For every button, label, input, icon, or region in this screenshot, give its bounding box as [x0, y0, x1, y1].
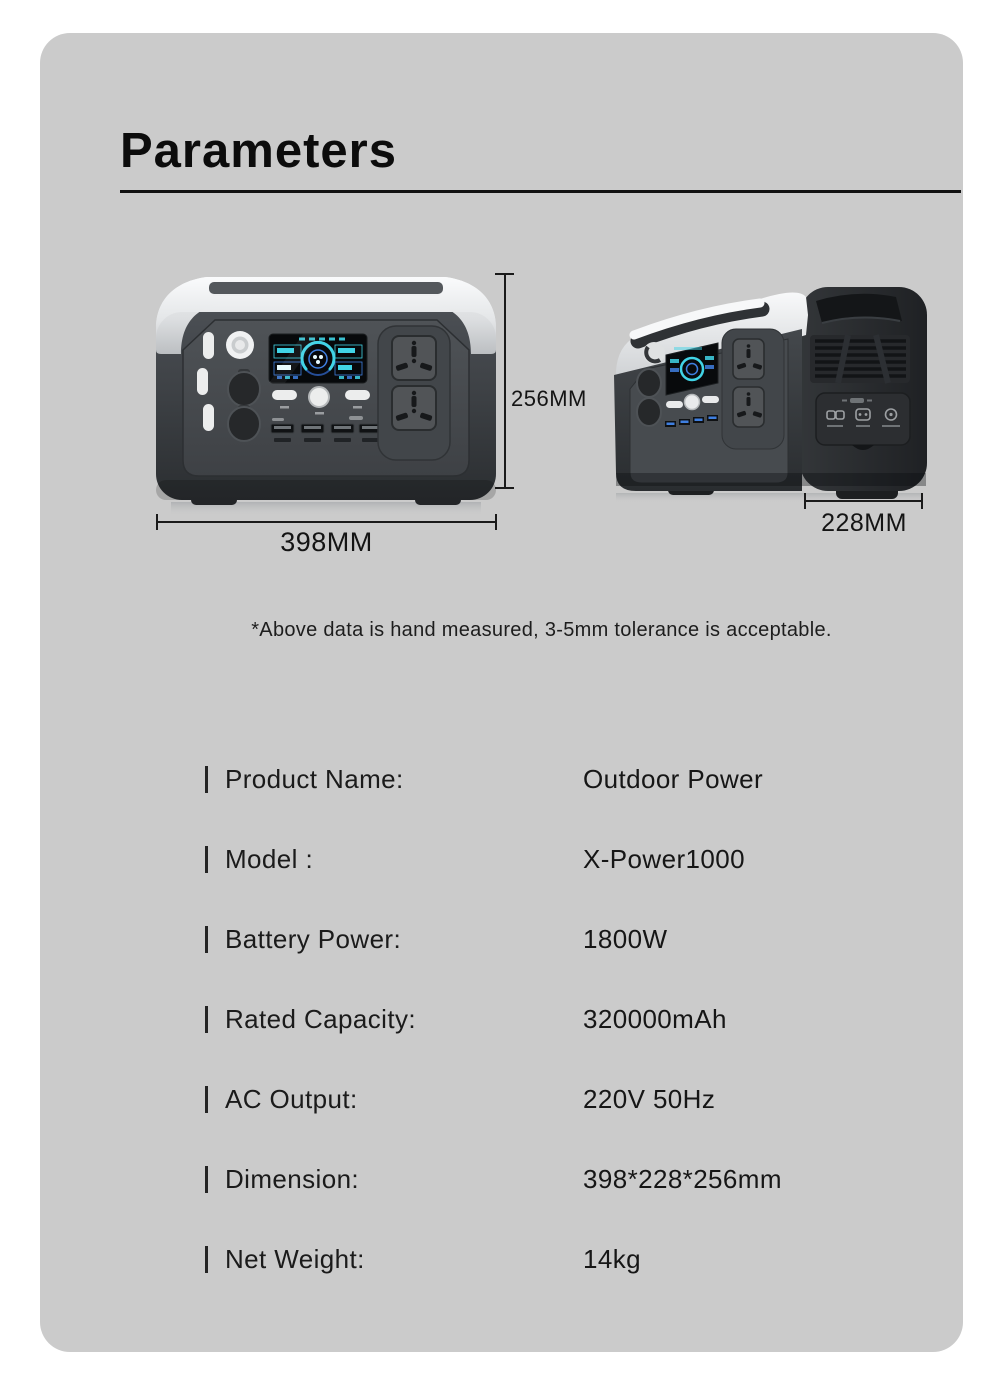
side-power-button: [685, 395, 700, 410]
ac-outlet-2: [392, 386, 436, 430]
depth-dimension-cap-right: [921, 493, 923, 509]
spec-label: Rated Capacity:: [225, 1004, 416, 1034]
spec-row-product-name: [205, 764, 782, 844]
round-port-cover-2: [228, 407, 260, 441]
spec-bullet-bar: [205, 1246, 208, 1273]
spec-bullet-bar: [205, 1006, 208, 1033]
width-dimension-line: [157, 521, 496, 523]
spec-value: 220V 50Hz: [583, 1084, 716, 1114]
power-station-side-illustration: [610, 275, 932, 503]
depth-dimension-label: 228MM: [821, 509, 907, 537]
spec-bullet-bar: [205, 1086, 208, 1113]
side-button-pill-right: [702, 396, 719, 403]
spec-list: [205, 764, 782, 1324]
spec-row-ac-output: [205, 1084, 782, 1164]
spec-label: AC Output:: [225, 1084, 358, 1114]
spec-label: Battery Power:: [225, 924, 402, 954]
spec-label: Product Name:: [225, 764, 404, 794]
spec-label: Model :: [225, 844, 314, 874]
spec-value: 14kg: [583, 1244, 641, 1274]
height-dimension-cap-bottom: [495, 487, 514, 489]
button-pill-left: [272, 390, 297, 400]
spec-bullet-bar: [205, 1166, 208, 1193]
power-button: [309, 387, 329, 407]
width-dimension-label: 398MM: [280, 527, 373, 557]
side-port-cover-2: [637, 398, 661, 426]
spec-value: 320000mAh: [583, 1004, 727, 1034]
parameters-card: [40, 33, 963, 1352]
height-dimension-line: [504, 274, 506, 489]
side-port-cover-1: [637, 369, 661, 397]
spec-label: Net Weight:: [225, 1244, 365, 1274]
title-divider: [120, 190, 961, 193]
spec-label: Dimension:: [225, 1164, 360, 1194]
spec-value: 398*228*256mm: [583, 1164, 782, 1194]
spec-bullet-bar: [205, 926, 208, 953]
spec-value: 1800W: [583, 924, 668, 954]
round-port-cover-1: [228, 372, 260, 406]
depth-dimension-line: [805, 500, 923, 502]
side-button-pill-left: [666, 401, 683, 408]
button-pill-right: [345, 390, 370, 400]
spec-value: X-Power1000: [583, 844, 745, 874]
tolerance-note: *Above data is hand measured, 3-5mm tolerance is acceptable.: [251, 619, 832, 641]
spec-value: Outdoor Power: [583, 764, 764, 794]
spec-row-model: [205, 844, 782, 924]
power-station-front-illustration: [153, 266, 499, 518]
page-title: Parameters: [120, 124, 397, 178]
ac-outlet-panel: [378, 326, 450, 460]
spec-row-battery-power: [205, 924, 782, 1004]
lcd-screen: [269, 334, 367, 383]
dc-port-pill-1: [203, 332, 214, 359]
dc-port-pill-2: [197, 368, 208, 395]
side-ac-outlets: [722, 329, 784, 449]
height-dimension-cap-top: [495, 273, 514, 275]
vent-grille: [810, 335, 910, 383]
side-connector-panel: [816, 393, 910, 450]
spec-row-net-weight: [205, 1244, 782, 1324]
spec-bullet-bar: [205, 846, 208, 873]
spec-row-dimension: [205, 1164, 782, 1244]
spec-row-rated-capacity: [205, 1004, 782, 1084]
dc-port-pill-3: [203, 404, 214, 431]
spec-bullet-bar: [205, 766, 208, 793]
ac-outlet-1: [392, 336, 436, 380]
height-dimension-label: 256MM: [511, 386, 587, 411]
depth-dimension-cap-left: [804, 493, 806, 509]
